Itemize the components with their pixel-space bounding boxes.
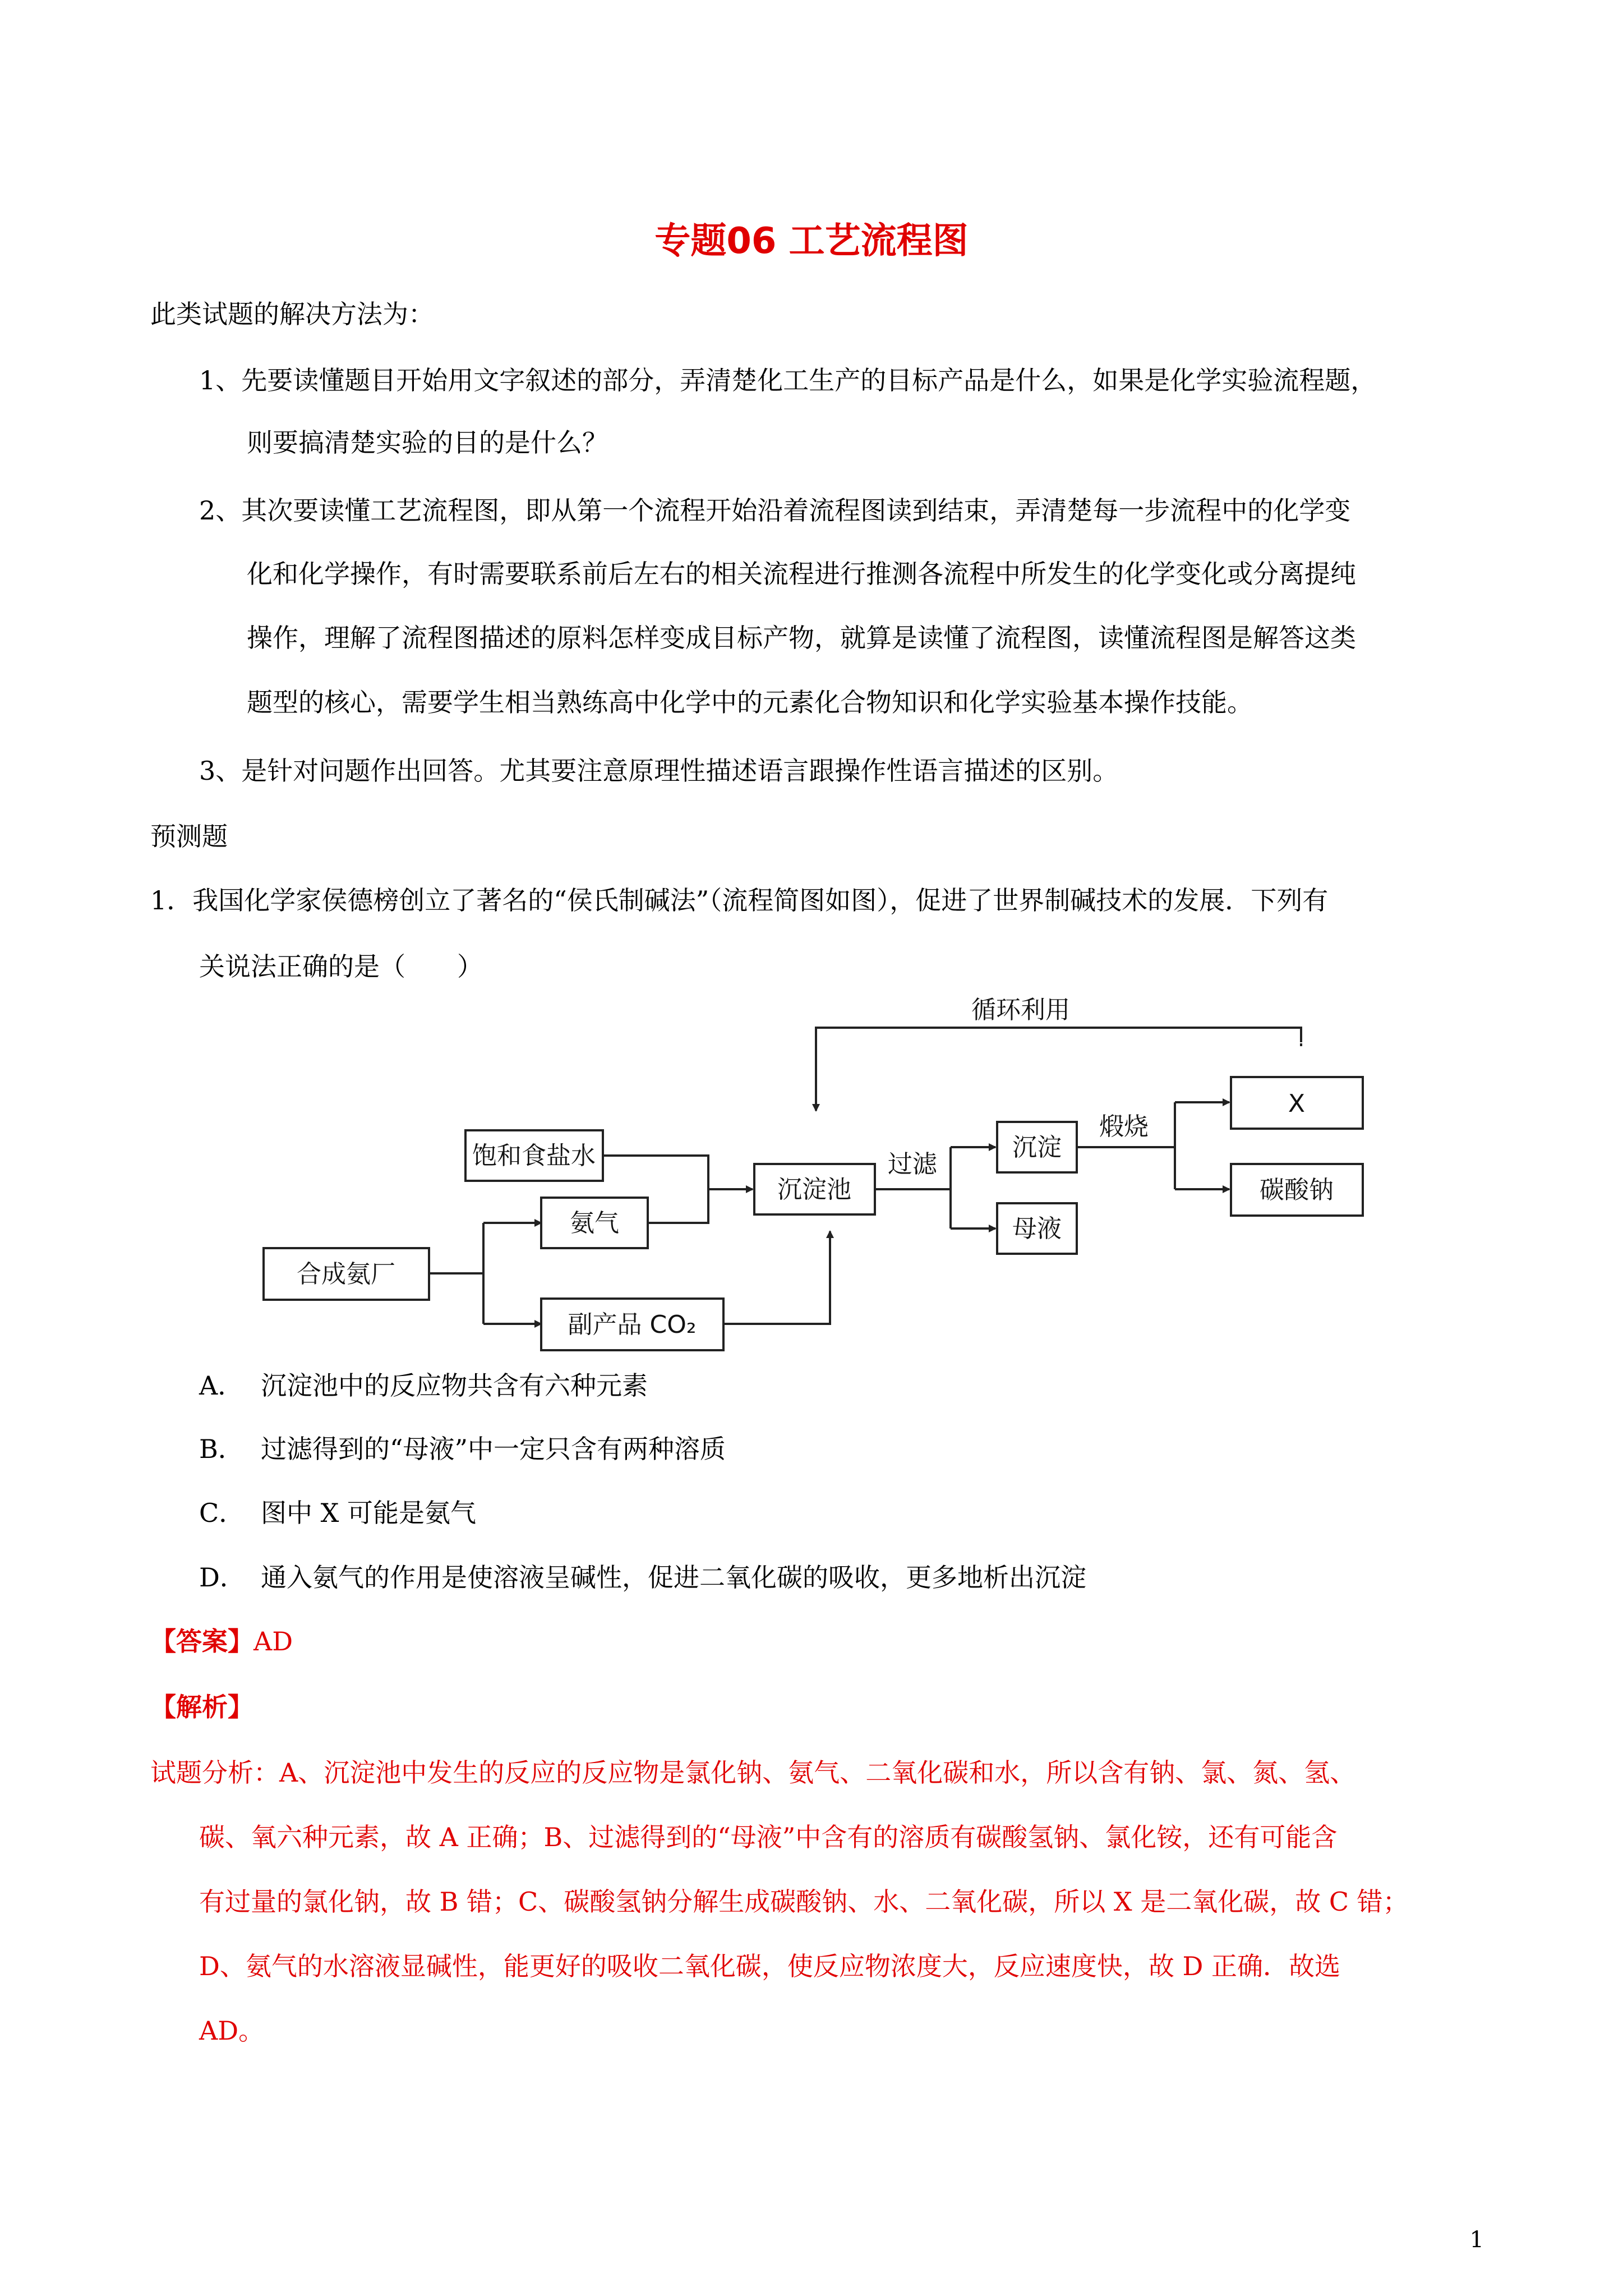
option-d xyxy=(199,1561,1086,1594)
option-text: 图中 X 可能是氨气 xyxy=(261,1498,476,1528)
precipitate-label: 沉淀 xyxy=(1012,1133,1062,1162)
recycle-label: 循环利用 xyxy=(971,996,1070,1024)
answer-line xyxy=(150,1625,293,1658)
method-line: 3、是针对问题作出回答。尤其要注意原理性描述语言跟操作性语言描述的区别。 xyxy=(199,756,1119,786)
ammonia-label: 氨气 xyxy=(570,1209,619,1237)
analysis-line: 碳、氧六种元素，故 A 正确；B、过滤得到的“母液”中含有的溶质有碳酸氢钠、氯化铵，还有可能含 xyxy=(199,1822,1338,1852)
analysis-line: AD。 xyxy=(199,2016,265,2046)
analysis-line: 试题分析：A、沉淀池中发生的反应的反应物是氯化钠、氨气、二氧化碳和水，所以含有钠、氯、氮、氢、 xyxy=(150,1757,1356,1788)
option-text: 沉淀池中的反应物共含有六种元素 xyxy=(261,1370,648,1401)
analysis-line: D、氨气的水溶液显碱性，能更好的吸收二氧化碳，使反应物浓度大，反应速度快，故 D 正确．故选 xyxy=(199,1951,1341,1981)
option-c xyxy=(199,1496,476,1530)
page-number: 1 xyxy=(1469,2227,1484,2253)
method-line: 2、其次要读懂工艺流程图，即从第一个流程开始沿着流程图读到结束，弄清楚每一步流程中的化学变 xyxy=(199,495,1351,526)
method-line: 题型的核心，需要学生相当熟练高中化学中的元素化合物知识和化学实验基本操作技能。 xyxy=(247,687,1253,717)
intro-text: 此类试题的解决方法为： xyxy=(150,299,434,329)
answer-label: 【答案】 xyxy=(150,1626,253,1657)
page-title: 专题06 工艺流程图 xyxy=(654,220,969,262)
method-line: 则要搞清楚实验的目的是什么？ xyxy=(247,427,608,458)
mother-liquor-label: 母液 xyxy=(1012,1214,1062,1243)
method-line: 化和化学操作，有时需要联系前后左右的相关流程进行推测各流程中所发生的化学变化或分离提纯 xyxy=(247,559,1356,589)
option-text: 通入氨气的作用是使溶液呈碱性，促进二氧化碳的吸收，更多地析出沉淀 xyxy=(261,1562,1086,1593)
brine-label: 饱和食盐水 xyxy=(472,1142,596,1170)
section-label: 预测题 xyxy=(150,821,228,852)
option-text: 过滤得到的“母液”中一定只含有两种溶质 xyxy=(261,1434,726,1464)
tank-label: 沉淀池 xyxy=(777,1175,851,1204)
calcine-label: 煅烧 xyxy=(1099,1112,1149,1141)
method-line: 1、先要读懂题目开始用文字叙述的部分，弄清楚化工生产的目标产品是什么，如果是化学实验流程题， xyxy=(199,365,1377,395)
filter-label: 过滤 xyxy=(888,1150,937,1179)
process-flow-diagram xyxy=(247,993,1413,1352)
answer-value: AD xyxy=(253,1626,293,1657)
analysis-line: 有过量的氯化钠，故 B 错；C、碳酸氢钠分解生成碳酸钠、水、二氧化碳，所以 X 是二氧化碳，故 C 错； xyxy=(199,1887,1409,1917)
x-label: X xyxy=(1288,1089,1306,1118)
question-text: 关说法正确的是（ ） xyxy=(199,951,483,982)
question-text: 1．我国化学家侯德榜创立了著名的“侯氏制碱法”（流程简图如图），促进了世界制碱技术的发展．下列有 xyxy=(150,885,1329,915)
analysis-label: 【解析】 xyxy=(150,1692,253,1722)
method-line: 操作，理解了流程图描述的原料怎样变成目标产物，就算是读懂了流程图，读懂流程图是解答这类 xyxy=(247,623,1356,653)
option-a xyxy=(199,1369,648,1402)
option-letter: D． xyxy=(199,1562,246,1593)
byproduct-label: 副产品 CO₂ xyxy=(568,1310,697,1339)
option-letter: A． xyxy=(199,1370,244,1401)
option-b xyxy=(199,1432,726,1466)
option-letter: B． xyxy=(199,1434,244,1464)
option-letter: C． xyxy=(199,1498,245,1528)
ammonia-plant-label: 合成氨厂 xyxy=(297,1260,395,1289)
soda-label: 碳酸钠 xyxy=(1260,1176,1334,1204)
